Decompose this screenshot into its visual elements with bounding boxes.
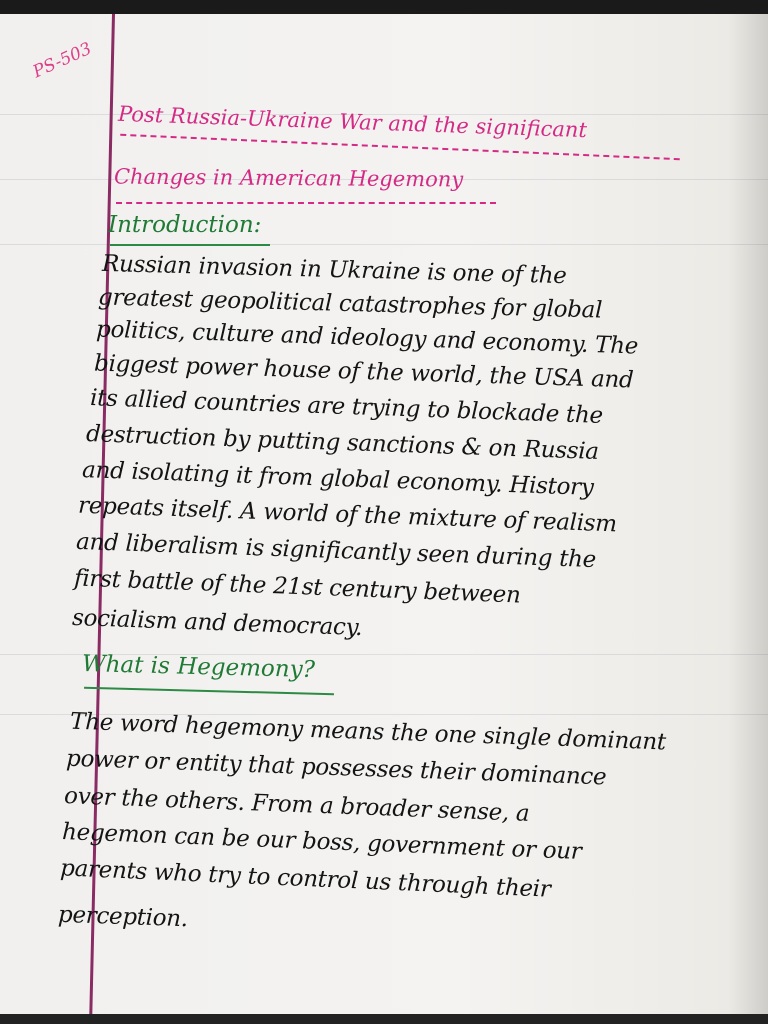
body-line: biggest power house of the world, the USA and [93,350,634,394]
heading-underline [84,687,334,696]
body-line: and liberalism is significantly seen during the [75,528,597,574]
title-line-2: Changes in American Hegemony [113,164,464,192]
title-underline [116,202,496,204]
body-line: first battle of the 21st century between [73,565,521,609]
body-line: Russian invasion in Ukraine is one of the [101,250,567,290]
body-line: destruction by putting sanctions & on Russia [85,421,600,465]
body-line: over the others. From a broader sense, a [63,783,530,827]
heading-underline [110,244,270,246]
section-heading-hegemony: What is Hegemony? [81,650,316,684]
body-line: The word hegemony means the one single dominant [69,708,667,756]
title-underline [120,134,680,160]
body-line: socialism and democracy. [71,604,363,642]
body-line: its allied countries are trying to blockade the [89,385,604,429]
notebook-page [0,14,768,1014]
section-heading-introduction: Introduction: [108,212,262,238]
margin-code: PS-503 [30,38,95,83]
body-line: hegemon can be our boss, government or our [61,819,582,865]
background-edge [0,1014,768,1024]
body-line: power or entity that possesses their dominance [65,745,607,791]
body-line: greatest geopolitical catastrophes for global [97,284,603,324]
body-line: parents who try to control us through their [59,855,552,903]
body-line: repeats itself. A world of the mixture of realism [77,492,618,538]
body-line: perception. [57,901,189,933]
body-line: politics, culture and ideology and economy. The [95,316,639,360]
body-line: and isolating it from global economy. History [81,457,594,501]
title-line-1: Post Russia-Ukraine War and the significant [117,101,588,143]
